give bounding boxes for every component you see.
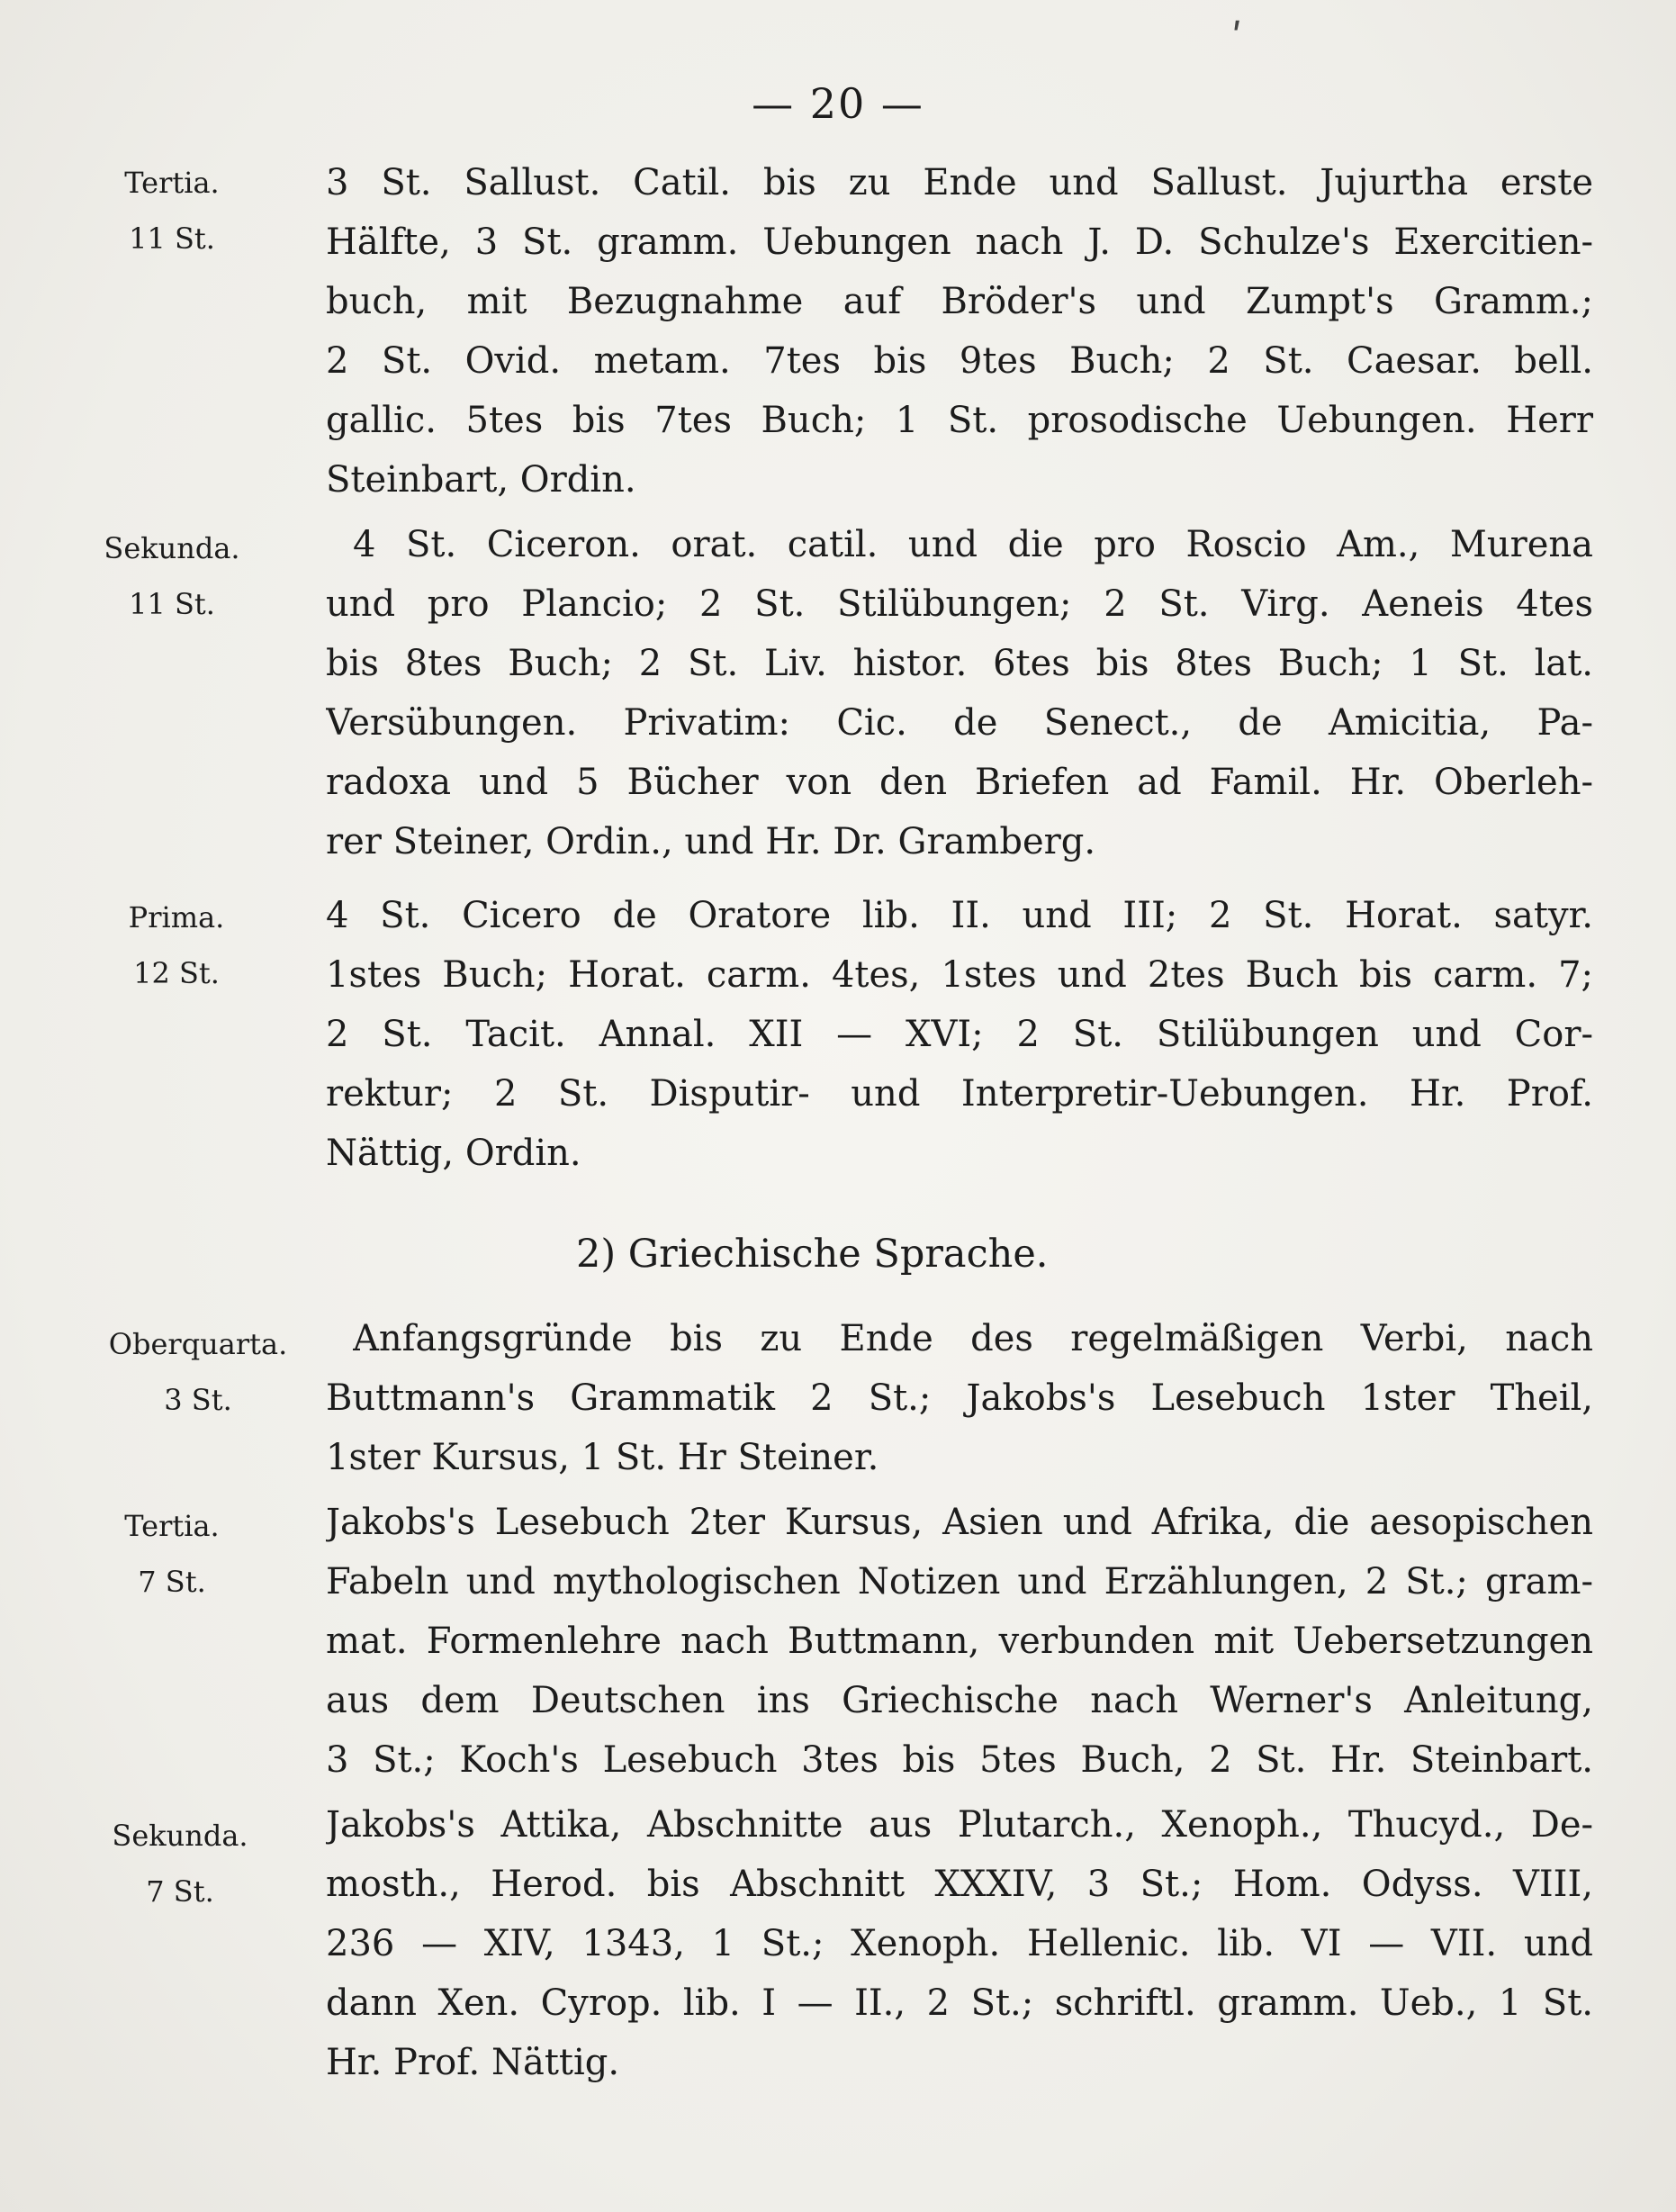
text-line: Hr. Prof. Nättig. <box>326 2042 620 2083</box>
text-line: 4 St. Cicero de Oratore lib. II. und III; 2 St. Horat. satyr. <box>326 895 1593 936</box>
text-line: Steinbart, Ordin. <box>326 459 636 501</box>
text-line: 3 St.; Koch's Lesebuch 3tes bis 5tes Buch, 2 St. Hr. Steinbart. <box>326 1739 1593 1781</box>
text-line: Hälfte, 3 St. gramm. Uebungen nach J. D. Schulze's Exercitien- <box>326 221 1593 263</box>
text-line: 1ster Kursus, 1 St. Hr Steiner. <box>326 1437 879 1478</box>
class-label: Tertia. <box>124 166 220 200</box>
text-line: 3 St. Sallust. Catil. bis zu Ende und Sallust. Jujurtha erste <box>326 162 1593 203</box>
text-line: Versübungen. Privatim: Cic. de Senect., de Amicitia, Pa- <box>326 702 1593 744</box>
class-label: Sekunda. <box>104 531 240 565</box>
text-line: rer Steiner, Ordin., und Hr. Dr. Gramberg. <box>326 821 1096 862</box>
text-line: 4 St. Ciceron. orat. catil. und die pro Roscio Am., Murena <box>353 524 1593 565</box>
text-line: 236 — XIV, 1343, 1 St.; Xenoph. Hellenic. lib. VI — VII. und <box>326 1923 1593 1964</box>
text-line: gallic. 5tes bis 7tes Buch; 1 St. prosodische Uebungen. Herr <box>326 400 1593 441</box>
text-line: Fabeln und mythologischen Notizen und Erzählungen, 2 St.; gram- <box>326 1561 1593 1603</box>
text-line: aus dem Deutschen ins Griechische nach Werner's Anleitung, <box>326 1680 1593 1721</box>
text-line: Nättig, Ordin. <box>326 1133 581 1174</box>
text-line: buch, mit Bezugnahme auf Bröder's und Zumpt's Gramm.; <box>326 281 1593 322</box>
text-line: 2 St. Ovid. metam. 7tes bis 9tes Buch; 2 St. Caesar. bell. <box>326 340 1593 382</box>
text-line: radoxa und 5 Bücher von den Briefen ad Famil. Hr. Oberleh- <box>326 762 1593 803</box>
text-line: 1stes Buch; Horat. carm. 4tes, 1stes und 2tes Buch bis carm. 7; <box>326 954 1593 996</box>
text-line: Buttmann's Grammatik 2 St.; Jakobs's Lesebuch 1ster Theil, <box>326 1377 1593 1419</box>
text-line: und pro Plancio; 2 St. Stilübungen; 2 St. Virg. Aeneis 4tes <box>326 583 1593 625</box>
text-line: Anfangsgründe bis zu Ende des regelmäßigen Verbi, nach <box>353 1318 1593 1359</box>
text-line: bis 8tes Buch; 2 St. Liv. histor. 6tes bis 8tes Buch; 1 St. lat. <box>326 643 1593 684</box>
page-number: — 20 — <box>752 79 924 128</box>
hours-label: 7 St. <box>146 1874 214 1909</box>
text-line: mat. Formenlehre nach Buttmann, verbunden mit Uebersetzungen <box>326 1621 1593 1662</box>
text-line: rektur; 2 St. Disputir- und Interpretir-Uebungen. Hr. Prof. <box>326 1073 1593 1115</box>
hours-label: 12 St. <box>133 956 220 990</box>
text-line: Jakobs's Lesebuch 2ter Kursus, Asien und Afrika, die aesopischen <box>326 1502 1593 1543</box>
hours-label: 11 St. <box>129 221 215 256</box>
text-line: Jakobs's Attika, Abschnitte aus Plutarch., Xenoph., Thucyd., De- <box>326 1804 1593 1846</box>
text-line: mosth., Herod. bis Abschnitt XXXIV, 3 St.; Hom. Odyss. VIII, <box>326 1864 1593 1905</box>
class-label: Prima. <box>128 900 225 934</box>
hours-label: 7 St. <box>138 1565 206 1599</box>
hours-label: 11 St. <box>129 587 215 621</box>
class-label: Oberquarta. <box>108 1327 288 1361</box>
class-label: Sekunda. <box>112 1819 248 1853</box>
text-line: 2 St. Tacit. Annal. XII — XVI; 2 St. Stilübungen und Cor- <box>326 1014 1593 1055</box>
class-label: Tertia. <box>124 1509 220 1543</box>
text-line: dann Xen. Cyrop. lib. I — II., 2 St.; schriftl. gramm. Ueb., 1 St. <box>326 1982 1593 2024</box>
smudge-mark: ʹ <box>1231 16 1243 62</box>
section-title: 2) Griechische Sprache. <box>576 1232 1049 1277</box>
hours-label: 3 St. <box>164 1383 232 1417</box>
